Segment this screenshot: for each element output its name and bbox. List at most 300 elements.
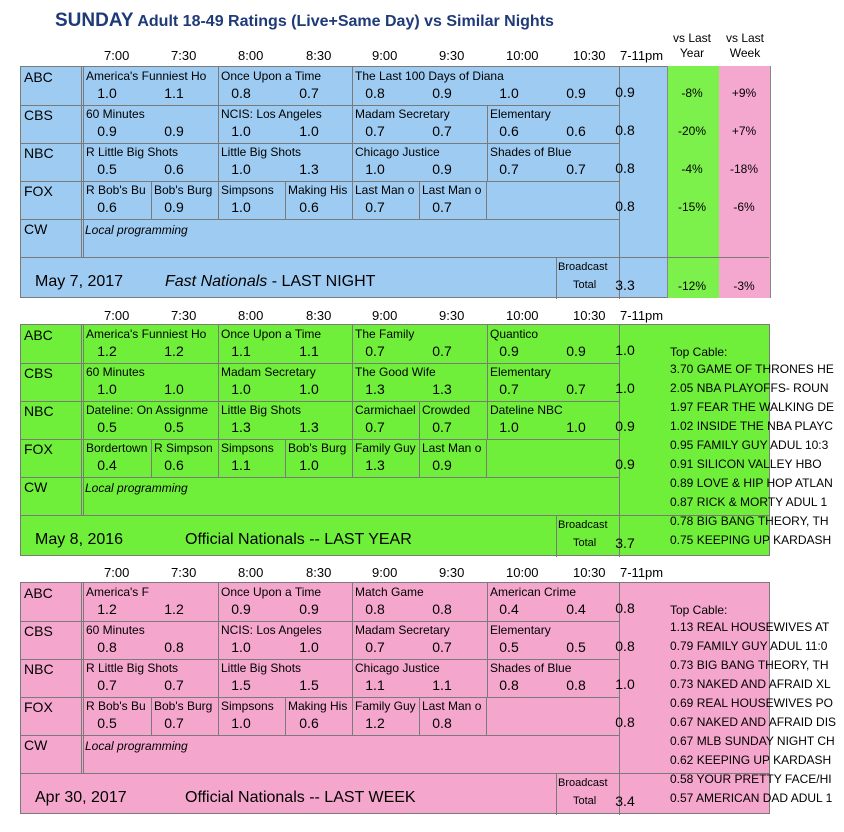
panel2-cw-divider [83, 477, 84, 515]
panel3-nbc-total: 1.0 [615, 676, 635, 692]
panel2-fox-slot-divider-3 [285, 439, 286, 477]
time-header-8: 7-11pm [620, 48, 664, 63]
panel2-abc-show-name: Once Upon a Time [221, 327, 322, 341]
vs-last-week-header: vs Last Week [725, 31, 764, 60]
panel2-cbs-show-name: 60 Minutes [86, 365, 145, 379]
panel1-label [165, 273, 375, 291]
panel2-cbs-rating: 1.0 [97, 381, 117, 397]
panel2-label: Official Nationals -- LAST YEAR [185, 531, 412, 548]
panel3-broadcast-divider [556, 773, 557, 815]
panel3-top-cable-item: 0.73 BIG BANG THEORY, TH [670, 658, 829, 672]
panel1-broadcast-divider [556, 257, 557, 299]
panel1-fox-show-name: Last Man o [422, 183, 482, 197]
panel3-fox-end-divider [486, 697, 487, 735]
panel3-row-line-0 [21, 621, 619, 622]
panel1-fox-rating: 0.9 [164, 199, 184, 215]
panel2-top-cable-item: 1.97 FEAR THE WALKING DE [670, 400, 835, 414]
panel2-abc-slot-divider-0 [83, 325, 84, 363]
panel1-broadcast-vs-year: -12% [677, 279, 706, 293]
time-header-8: 7-11pm [620, 565, 664, 580]
panel3-nbc-rating: 0.8 [566, 677, 586, 693]
time-header-1: 7:30 [171, 308, 197, 323]
panel1-nbc-show-name: Shades of Blue [490, 145, 572, 159]
panel3-abc-show-name: Once Upon a Time [221, 585, 322, 599]
panel1-fox-vs-year: -15% [677, 200, 706, 214]
panel2-top-cable-item: 0.91 SILICON VALLEY HBO [670, 457, 822, 471]
panel2-cbs-slot-divider-2 [352, 363, 353, 401]
panel3-abc-show-name: Match Game [355, 585, 424, 599]
panel2-nbc-total: 0.9 [615, 418, 635, 434]
panel1-fox-show-name: Last Man o [355, 183, 415, 197]
panel1-cbs-rating: 0.9 [164, 123, 184, 139]
panel1-nbc-rating: 1.3 [299, 161, 319, 177]
panel1-cbs-slot-divider-3 [487, 105, 488, 143]
panel3-top-cable-item: 1.13 REAL HOUSEWIVES AT [670, 620, 830, 634]
panel1-abc-total: 0.9 [615, 84, 635, 100]
panel1-cbs-slot-divider-2 [352, 105, 353, 143]
panel1-cbs-show-name: 60 Minutes [86, 107, 145, 121]
panel1-net-divider [81, 67, 82, 257]
panel3-cbs-show-name: 60 Minutes [86, 623, 145, 637]
panel3-abc-rating: 0.9 [231, 601, 251, 617]
panel3-abc-rating: 0.8 [432, 601, 452, 617]
panel2-nbc-rating: 1.3 [231, 419, 251, 435]
panel3-total-divider [619, 583, 620, 815]
time-header-4: 9:00 [372, 565, 398, 580]
panel1-fox-rating: 1.0 [231, 199, 251, 215]
time-header-0: 7:00 [104, 48, 130, 63]
panel3-row-line-2 [21, 697, 619, 698]
panel1-cbs-rating: 0.7 [365, 123, 385, 139]
panel3-nbc-rating: 1.1 [432, 677, 452, 693]
panel2-fox-rating: 0.9 [432, 457, 452, 473]
panel3-network-nbc: NBC [24, 661, 54, 677]
panel3-abc-slot-divider-1 [218, 583, 219, 621]
time-header-8: 7-11pm [620, 308, 664, 323]
panel2-net-divider [81, 325, 82, 515]
panel3-cw-divider [83, 735, 84, 773]
panel1-abc-rating: 0.9 [566, 85, 586, 101]
panel2-broadcast-label: Broadcast [558, 519, 608, 531]
panel3-fox-slot-divider-4 [352, 697, 353, 735]
time-header-6: 10:00 [506, 48, 539, 63]
panel1-abc-vs-week: +9% [731, 86, 757, 100]
panel1-fox-slot-divider-4 [352, 181, 353, 219]
panel3-nbc-slot-divider-0 [83, 659, 84, 697]
panel1-nbc-rating: 0.7 [566, 161, 586, 177]
panel2-top-cable-item: 0.75 KEEPING UP KARDASH [670, 533, 832, 547]
panel2-nbc-slot-divider-0 [83, 401, 84, 439]
panel1-vs-year-column [667, 66, 721, 298]
panel2-nbc-show-name: Dateline NBC [490, 403, 563, 417]
panel1-nbc-vs-week: -18% [729, 162, 758, 176]
panel2-broadcast-divider [556, 515, 557, 557]
panel2-cbs-slot-divider-1 [218, 363, 219, 401]
panel2-nbc-rating: 1.0 [566, 419, 586, 435]
panel1-cbs-rating: 1.0 [299, 123, 319, 139]
panel1-fox-total: 0.8 [615, 198, 635, 214]
panel2-abc-total: 1.0 [615, 342, 635, 358]
panel1-abc-slot-divider-2 [352, 67, 353, 105]
panel2-nbc-show-name: Carmichael [355, 403, 416, 417]
panel3-fox-rating: 1.2 [365, 715, 385, 731]
panel3-top-cable-item: 0.67 NAKED AND AFRAID DIS [670, 715, 837, 729]
panel3-cbs-slot-divider-2 [352, 621, 353, 659]
panel3-cbs-rating: 1.0 [299, 639, 319, 655]
panel3-abc-rating: 0.4 [499, 601, 519, 617]
panel1-row-line-2 [21, 181, 619, 182]
time-header-3: 8:30 [306, 48, 332, 63]
panel1-fox-slot-divider-5 [419, 181, 420, 219]
panel2-nbc-slot-divider-2 [352, 401, 353, 439]
panel3-cbs-rating: 1.0 [231, 639, 251, 655]
panel2-abc-rating: 0.9 [566, 343, 586, 359]
panel1-abc-show-name: Once Upon a Time [221, 69, 322, 83]
panel1-abc-rating: 0.8 [231, 85, 251, 101]
panel3-nbc-slot-divider-2 [352, 659, 353, 697]
panel3-top-cable-label: Top Cable: [670, 603, 728, 617]
panel3-date: Apr 30, 2017 [35, 789, 127, 806]
time-header-0: 7:00 [104, 565, 130, 580]
panel3-broadcast-total: 3.4 [615, 793, 635, 809]
panel2-nbc-show-name: Crowded [422, 403, 471, 417]
panel3-nbc-slot-divider-3 [487, 659, 488, 697]
panel1-cbs-vs-year: -20% [677, 124, 706, 138]
panel2-broadcast-total: 3.7 [615, 535, 635, 551]
panel2-abc-slot-divider-3 [487, 325, 488, 363]
panel1-nbc-show-name: Little Big Shots [221, 145, 302, 159]
panel1-cbs-rating: 1.0 [231, 123, 251, 139]
panel1-cw-divider [83, 219, 84, 257]
title-subtitle: Adult 18-49 Ratings (Live+Same Day) vs Similar Nights [133, 13, 554, 30]
panel3-cbs-show-name: Elementary [490, 623, 551, 637]
panel3-abc-slot-divider-0 [83, 583, 84, 621]
panel2-nbc-slot-divider-1 [218, 401, 219, 439]
panel3-net-divider [81, 583, 82, 773]
panel3-fox-rating: 0.8 [432, 715, 452, 731]
panel2-abc-rating: 0.9 [499, 343, 519, 359]
panel2-row-line-2 [21, 439, 619, 440]
panel1-cbs-show-name: NCIS: Los Angeles [221, 107, 322, 121]
panel3-top-cable-item: 0.58 YOUR PRETTY FACE/HI [670, 772, 832, 786]
panel3-cw-show: Local programming [85, 739, 188, 753]
panel2-abc-rating: 1.1 [231, 343, 251, 359]
panel2-cbs-total: 1.0 [615, 380, 635, 396]
panel1-vs-week-column [719, 66, 771, 298]
panel2-fox-total: 0.9 [615, 456, 635, 472]
panel1-cbs-rating: 0.6 [566, 123, 586, 139]
panel1-nbc-total: 0.8 [615, 160, 635, 176]
panel3-cbs-slot-divider-0 [83, 621, 84, 659]
panel3-fox-show-name: Last Man o [422, 699, 482, 713]
panel3-cbs-rating: 0.8 [164, 639, 184, 655]
panel1-fox-show-name: Making His [288, 183, 348, 197]
panel1-fox-show-name: Bob's Burg [154, 183, 213, 197]
time-header-6: 10:00 [506, 565, 539, 580]
panel3-top-cable-item: 0.67 MLB SUNDAY NIGHT CH [670, 734, 835, 748]
panel3-fox-total: 0.8 [615, 714, 635, 730]
panel2-total-divider [619, 325, 620, 557]
panel2-cbs-show-name: The Good Wife [355, 365, 436, 379]
panel1-abc-show-name: America's Funniest Ho [86, 69, 207, 83]
time-header-2: 8:00 [238, 565, 264, 580]
panel3-nbc-rating: 1.5 [231, 677, 251, 693]
panel1-cw-show: Local programming [85, 223, 188, 237]
panel1-nbc-rating: 0.6 [164, 161, 184, 177]
panel3-cbs-slot-divider-3 [487, 621, 488, 659]
panel3-cbs-rating: 0.8 [97, 639, 117, 655]
panel1-nbc-slot-divider-3 [487, 143, 488, 181]
panel1-cbs-show-name: Elementary [490, 107, 551, 121]
panel2-nbc-slot-divider-4 [487, 401, 488, 439]
panel3-fox-show-name: Simpsons [221, 699, 274, 713]
panel3-fox-show-name: Bob's Burg [154, 699, 213, 713]
panel3-fox-rating: 0.6 [299, 715, 319, 731]
panel2-nbc-slot-divider-3 [419, 401, 420, 439]
panel3-cbs-show-name: Madam Secretary [355, 623, 450, 637]
time-header-5: 9:30 [439, 565, 465, 580]
panel3-fox-slot-divider-3 [285, 697, 286, 735]
panel2-row-line-1 [21, 401, 619, 402]
panel3-abc-rating: 1.2 [97, 601, 117, 617]
panel3-top-cable-item: 0.73 NAKED AND AFRAID XL [670, 677, 831, 691]
panel1-broadcast-label: Broadcast [558, 261, 608, 273]
panel1-label-rest: - LAST NIGHT [267, 273, 376, 290]
panel2-cbs-rating: 1.0 [164, 381, 184, 397]
panel1-network-cw: CW [24, 221, 48, 237]
panel2-network-cw: CW [24, 479, 48, 495]
panel2-abc-rating: 1.2 [97, 343, 117, 359]
panel3-nbc-slot-divider-1 [218, 659, 219, 697]
panel1-cbs-rating: 0.7 [432, 123, 452, 139]
time-header-2: 8:00 [238, 48, 264, 63]
panel2-cbs-rating: 1.3 [432, 381, 452, 397]
panel2-fox-rating: 1.0 [299, 457, 319, 473]
panel2-top-cable-item: 0.95 FAMILY GUY ADUL 10:3 [670, 438, 829, 452]
panel1-cbs-slot-divider-1 [218, 105, 219, 143]
panel2-fox-slot-divider-4 [352, 439, 353, 477]
panel1-fox-slot-divider-3 [285, 181, 286, 219]
panel2-abc-show-name: America's Funniest Ho [86, 327, 207, 341]
panel1-abc-rating: 0.7 [299, 85, 319, 101]
panel2-top-cable-item: 0.78 BIG BANG THEORY, TH [670, 514, 829, 528]
panel3-fox-slot-divider-0 [83, 697, 84, 735]
panel2-fox-show-name: Family Guy [355, 441, 416, 455]
panel3-nbc-rating: 1.5 [299, 677, 319, 693]
panel1-nbc-rating: 0.5 [97, 161, 117, 177]
panel3-cbs-rating: 0.5 [499, 639, 519, 655]
panel1-fox-show-name: R Bob's Bu [86, 183, 146, 197]
panel3-nbc-rating: 0.7 [164, 677, 184, 693]
time-header-7: 10:30 [573, 308, 606, 323]
panel3-top-cable-item: 0.69 REAL HOUSEWIVES PO [670, 696, 833, 710]
panel1-nbc-vs-year: -4% [681, 162, 703, 176]
panel1-cbs-vs-week: +7% [731, 124, 757, 138]
panel1-network-cbs: CBS [24, 107, 53, 123]
time-header-3: 8:30 [306, 565, 332, 580]
panel1-cbs-show-name: Madam Secretary [355, 107, 450, 121]
panel3-cbs-rating: 0.7 [365, 639, 385, 655]
panel2-fox-rating: 0.6 [164, 457, 184, 473]
panel1-row-line-1 [21, 143, 619, 144]
panel1-cbs-rating: 0.9 [97, 123, 117, 139]
panel3-cbs-rating: 0.7 [432, 639, 452, 655]
panel2-cbs-slot-divider-0 [83, 363, 84, 401]
panel3-network-abc: ABC [24, 585, 53, 601]
panel2-nbc-show-name: Dateline: On Assignme [86, 403, 209, 417]
panel1-abc-show-name: The Last 100 Days of Diana [355, 69, 504, 83]
time-header-7: 10:30 [573, 48, 606, 63]
panel2-fox-show-name: R Simpson [154, 441, 213, 455]
panel3-abc-slot-divider-3 [487, 583, 488, 621]
panel2-nbc-show-name: Little Big Shots [221, 403, 302, 417]
panel2-abc-rating: 0.7 [432, 343, 452, 359]
panel3-top-cable-item: 0.79 FAMILY GUY ADUL 11:0 [670, 639, 828, 653]
panel2-fox-show-name: Last Man o [422, 441, 482, 455]
panel2-nbc-rating: 0.5 [97, 419, 117, 435]
panel1-fox-rating: 0.7 [365, 199, 385, 215]
panel1-abc-slot-divider-1 [218, 67, 219, 105]
panel3-abc-slot-divider-2 [352, 583, 353, 621]
panel3-row-line-1 [21, 659, 619, 660]
panel2-nbc-rating: 0.7 [365, 419, 385, 435]
panel2-fox-slot-divider-2 [218, 439, 219, 477]
panel3-fox-slot-divider-5 [419, 697, 420, 735]
panel2-nbc-rating: 1.3 [299, 419, 319, 435]
panel1-abc-rating: 1.0 [499, 85, 519, 101]
panel1-network-fox: FOX [24, 183, 53, 199]
panel1-total-label: Total [573, 279, 597, 291]
panel1-abc-rating: 1.0 [97, 85, 117, 101]
panel1-nbc-rating: 1.0 [231, 161, 251, 177]
panel2-abc-show-name: The Family [355, 327, 415, 341]
panel3-fox-rating: 0.5 [97, 715, 117, 731]
panel1-abc-rating: 1.1 [164, 85, 184, 101]
panel3-top-cable-item: 0.62 KEEPING UP KARDASH [670, 753, 832, 767]
panel3-fox-slot-divider-1 [151, 697, 152, 735]
panel1-total-divider [619, 67, 620, 299]
panel3-fox-slot-divider-2 [218, 697, 219, 735]
panel2-fox-show-name: Simpsons [221, 441, 274, 455]
page-title [55, 10, 554, 32]
panel3-bottom-divider [21, 773, 769, 774]
panel3-fox-show-name: Making His [288, 699, 348, 713]
panel2-fox-rating: 1.1 [231, 457, 251, 473]
time-header-4: 9:00 [372, 308, 398, 323]
panel2-nbc-rating: 0.7 [432, 419, 452, 435]
panel1-network-abc: ABC [24, 69, 53, 85]
panel3-nbc-rating: 1.1 [365, 677, 385, 693]
panel1-panel [20, 66, 770, 298]
panel2-nbc-rating: 0.5 [164, 419, 184, 435]
panel3-abc-show-name: America's F [86, 585, 149, 599]
panel3-nbc-show-name: R Little Big Shots [86, 661, 179, 675]
panel1-nbc-rating: 0.7 [499, 161, 519, 177]
panel2-top-cable-item: 3.70 GAME OF THRONES HE [670, 362, 834, 376]
panel2-abc-show-name: Quantico [490, 327, 539, 341]
panel1-cbs-rating: 0.6 [499, 123, 519, 139]
panel1-nbc-slot-divider-0 [83, 143, 84, 181]
panel1-nbc-rating: 1.0 [365, 161, 385, 177]
panel3-nbc-show-name: Chicago Justice [355, 661, 440, 675]
panel3-row-line-3 [21, 735, 619, 736]
panel2-fox-rating: 0.4 [97, 457, 117, 473]
panel1-broadcast-total: 3.3 [615, 277, 635, 293]
panel3-nbc-show-name: Little Big Shots [221, 661, 302, 675]
panel2-date: May 8, 2016 [35, 531, 124, 548]
panel1-abc-rating: 0.8 [365, 85, 385, 101]
panel2-cbs-rating: 1.3 [365, 381, 385, 397]
vs-last-year-header: vs Last Year [672, 31, 711, 60]
panel2-fox-slot-divider-5 [419, 439, 420, 477]
panel2-abc-rating: 1.2 [164, 343, 184, 359]
panel3-cbs-total: 0.8 [615, 638, 635, 654]
time-header-1: 7:30 [171, 48, 197, 63]
panel2-top-cable-item: 1.02 INSIDE THE NBA PLAYC [670, 419, 833, 433]
time-header-5: 9:30 [439, 48, 465, 63]
panel1-abc-rating: 0.9 [432, 85, 452, 101]
panel3-top-cable-item: 0.57 AMERICAN DAD ADUL 1 [670, 791, 833, 805]
panel3-cbs-slot-divider-1 [218, 621, 219, 659]
panel2-abc-rating: 0.7 [365, 343, 385, 359]
panel2-abc-slot-divider-1 [218, 325, 219, 363]
panel3-fox-show-name: R Bob's Bu [86, 699, 146, 713]
panel1-fox-slot-divider-2 [218, 181, 219, 219]
panel2-fox-show-name: Bordertown [86, 441, 148, 455]
panel1-nbc-slot-divider-1 [218, 143, 219, 181]
panel1-broadcast-vs-week: -3% [733, 279, 755, 293]
panel1-fox-rating: 0.6 [299, 199, 319, 215]
panel3-fox-rating: 0.7 [164, 715, 184, 731]
panel1-abc-vs-year: -8% [681, 86, 703, 100]
panel1-fox-rating: 0.6 [97, 199, 117, 215]
panel3-abc-rating: 0.8 [365, 601, 385, 617]
panel1-nbc-show-name: R Little Big Shots [86, 145, 179, 159]
time-header-5: 9:30 [439, 308, 465, 323]
panel2-network-cbs: CBS [24, 365, 53, 381]
time-header-0: 7:00 [104, 308, 130, 323]
panel3-nbc-show-name: Shades of Blue [490, 661, 572, 675]
panel2-top-cable-item: 0.87 RICK & MORTY ADUL 1 [670, 495, 828, 509]
panel2-cbs-rating: 1.0 [231, 381, 251, 397]
panel2-network-fox: FOX [24, 441, 53, 457]
time-header-3: 8:30 [306, 308, 332, 323]
panel2-fox-show-name: Bob's Burg [288, 441, 347, 455]
title-day: SUNDAY [55, 10, 134, 31]
panel3-abc-show-name: American Crime [490, 585, 577, 599]
time-header-6: 10:00 [506, 308, 539, 323]
panel2-row-line-0 [21, 363, 619, 364]
panel1-nbc-slot-divider-2 [352, 143, 353, 181]
panel2-network-nbc: NBC [24, 403, 54, 419]
panel1-cbs-slot-divider-0 [83, 105, 84, 143]
panel3-cbs-rating: 0.5 [566, 639, 586, 655]
panel3-abc-total: 0.8 [615, 600, 635, 616]
panel2-top-cable-label: Top Cable: [670, 345, 728, 359]
panel2-cbs-show-name: Elementary [490, 365, 551, 379]
panel1-fox-vs-week: -6% [733, 200, 755, 214]
time-header-2: 8:00 [238, 308, 264, 323]
panel1-network-nbc: NBC [24, 145, 54, 161]
panel1-fox-end-divider [486, 181, 487, 219]
panel3-network-fox: FOX [24, 699, 53, 715]
time-header-4: 9:00 [372, 48, 398, 63]
panel1-fox-slot-divider-0 [83, 181, 84, 219]
panel3-panel [20, 582, 770, 814]
panel2-cbs-rating: 0.7 [499, 381, 519, 397]
panel2-cbs-slot-divider-3 [487, 363, 488, 401]
panel2-top-cable-item: 0.89 LOVE & HIP HOP ATLAN [670, 476, 833, 490]
